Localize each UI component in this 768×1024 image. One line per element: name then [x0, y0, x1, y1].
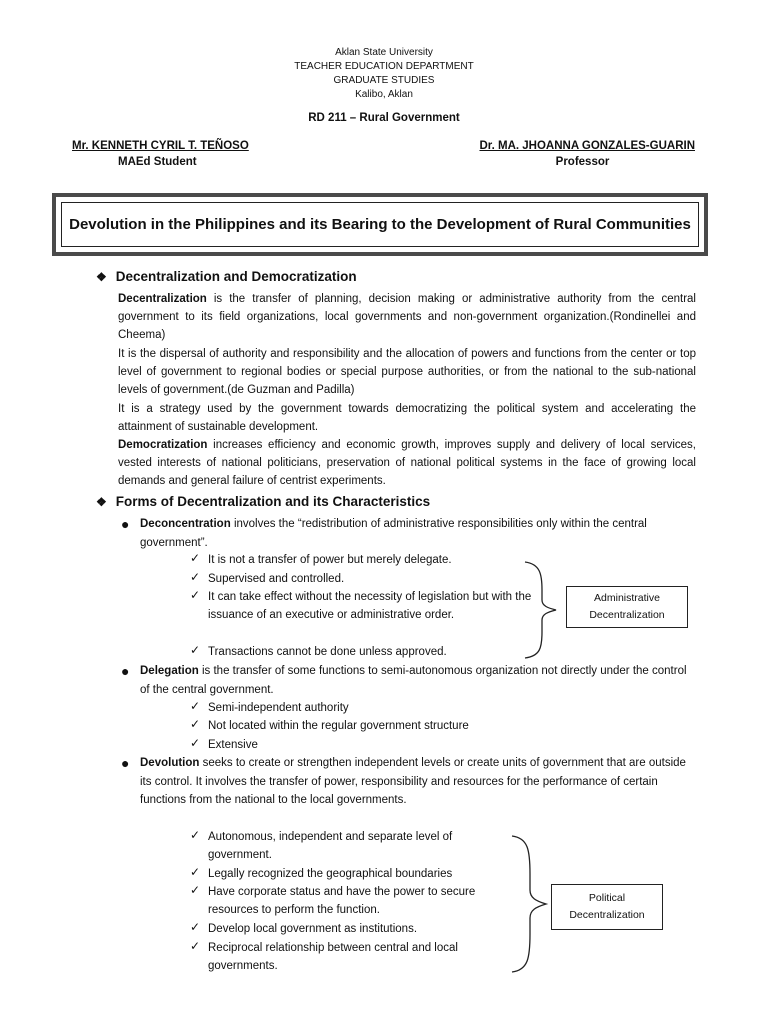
devolution-definition: Devolution seeks to create or strengthen independent levels or create units of government that are outside its control. It involves the transfer of power, responsibility and resources for the performance of certain functions from the national to the local governments.: [140, 757, 686, 806]
administrative-decentralization-box: Administrative Decentralization: [566, 586, 688, 628]
deconcentration-item: Transactions cannot be done unless approved.: [208, 646, 447, 658]
location: Kalibo, Aklan: [355, 89, 413, 100]
professor-role: Professor: [555, 156, 610, 168]
political-decentralization-box: Political Decentralization: [551, 884, 663, 930]
devolution-item: Autonomous, independent and separate level of government.: [208, 831, 453, 862]
division-name: GRADUATE STUDIES: [333, 75, 435, 86]
check-icon: ✓: [190, 736, 201, 750]
bullet-icon: ●: [121, 516, 130, 532]
deconcentration-item: It is not a transfer of power but merely delegate.: [208, 554, 452, 566]
bullet-icon: ●: [121, 663, 130, 679]
delegation-item: Not located within the regular government structure: [208, 720, 469, 732]
department-name: TEACHER EDUCATION DEPARTMENT: [294, 61, 474, 72]
diamond-bullet-icon: ❖: [96, 495, 107, 509]
check-icon: ✓: [190, 883, 201, 897]
deconcentration-item: It can take effect without the necessity of legislation but with the issuance of an executive or administrative order.: [208, 591, 532, 622]
paragraph-strategy: It is a strategy used by the government towards democratizing the political system and accelerating the attainment of sustainable development.: [118, 403, 696, 434]
check-icon: ✓: [190, 643, 201, 657]
check-icon: ✓: [190, 570, 201, 584]
check-icon: ✓: [190, 717, 201, 731]
check-icon: ✓: [190, 551, 201, 565]
check-icon: ✓: [190, 939, 201, 953]
professor-name: Dr. MA. JHOANNA GONZALES-GUARIN: [479, 140, 695, 152]
check-icon: ✓: [190, 920, 201, 934]
brace-icon: [522, 560, 566, 660]
deconcentration-definition: Deconcentration involves the “redistribution of administrative responsibilities only within the central government”.: [140, 518, 647, 549]
course-title: RD 211 – Rural Government: [308, 112, 460, 124]
document-title: Devolution in the Philippines and its Bearing to the Development of Rural Communities: [61, 202, 699, 247]
student-name: Mr. KENNETH CYRIL T. TEÑOSO: [72, 140, 249, 152]
university-name: Aklan State University: [335, 47, 433, 58]
devolution-item: Have corporate status and have the power to secure resources to perform the function.: [208, 886, 476, 917]
devolution-item: Reciprocal relationship between central and local governments.: [208, 942, 458, 973]
section-heading-forms: ❖ Forms of Decentralization and its Characteristics: [96, 494, 431, 509]
devolution-item: Legally recognized the geographical boundaries: [208, 868, 453, 880]
student-role: MAEd Student: [118, 156, 197, 168]
check-icon: ✓: [190, 699, 201, 713]
delegation-item: Extensive: [208, 739, 258, 751]
delegation-item: Semi-independent authority: [208, 702, 349, 714]
brace-icon: [508, 834, 552, 974]
delegation-definition: Delegation is the transfer of some functions to semi-autonomous organization not directly under the control of the central government.: [140, 665, 687, 696]
devolution-item: Develop local government as institutions.: [208, 923, 418, 935]
deconcentration-item: Supervised and controlled.: [208, 573, 345, 585]
bullet-icon: ●: [121, 755, 130, 771]
section-heading-decentralization: ❖ Decentralization and Democratization: [96, 269, 357, 284]
diamond-bullet-icon: ❖: [96, 270, 107, 284]
check-icon: ✓: [190, 865, 201, 879]
check-icon: ✓: [190, 588, 201, 602]
paragraph-dispersal: It is the dispersal of authority and responsibility and the allocation of powers and functions from the center or top level of government to regional bodies or special purpose authorities, or from the national to the sub-national levels of government.(de Guzman and Padilla): [118, 348, 696, 397]
paragraph-decentralization-definition: Decentralization is the transfer of planning, decision making or administrative authority from the central government to its field organizations, local governments and non-government organization.(Rondinellei and Cheema): [118, 293, 696, 342]
check-icon: ✓: [190, 828, 201, 842]
title-box: [52, 193, 708, 256]
paragraph-democratization: Democratization increases efficiency and economic growth, improves supply and delivery of local services, vested interests of national politicians, preservation of national political systems in the face of growing local demands and general failure of centrist experiments.: [118, 439, 696, 488]
